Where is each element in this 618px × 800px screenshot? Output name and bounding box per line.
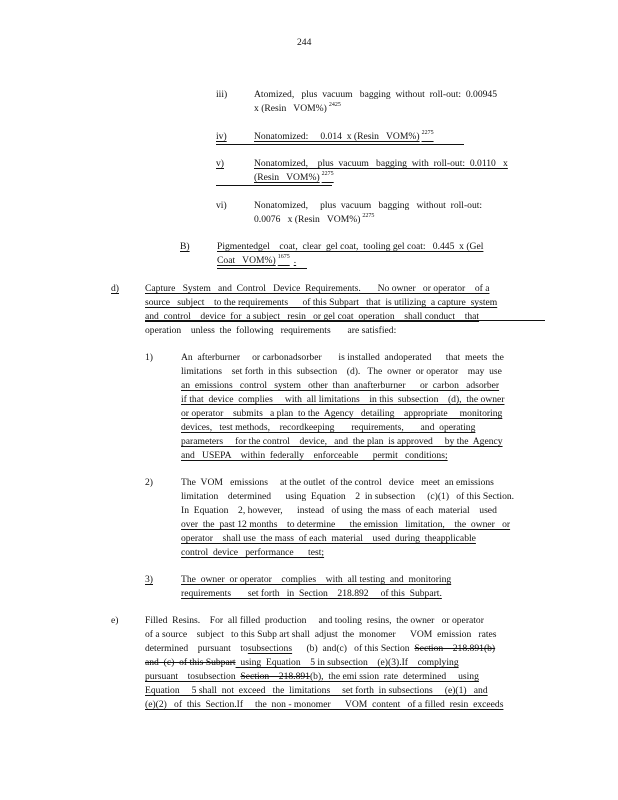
section-d-sub1-line: devices, test methods, recordkeeping requirements, and operating	[181, 422, 476, 433]
struck-text: Section 218.891(b)	[414, 643, 496, 654]
item-iv-marker: iv)	[216, 131, 227, 142]
item-b-marker: B)	[180, 241, 190, 252]
section-d-sub3-line: requirements set forth in Section 218.892 of this Subpart.	[181, 588, 442, 599]
item-vi-text-line2: 0.0076 x (Resin VOM%) $^{2275}$	[254, 213, 375, 225]
section-e-line: determined pursuant tosubsections (b) and(c) of this Section Section 218.891(b)	[145, 643, 496, 654]
item-v-text-line2: (Resin VOM%) $^{2275}$	[254, 171, 334, 183]
item-b-text-line2: Coat VOM%) $^{1675}$ .	[217, 254, 297, 266]
item-v-marker: v)	[216, 158, 224, 169]
section-d-sub1-line: An afterburner or carbonadsorber is installed andoperated that meets the	[181, 352, 504, 363]
item-b-underline	[217, 268, 307, 269]
item-b-exponent: 1675	[277, 254, 290, 260]
section-d-sub3-marker: 3)	[145, 574, 153, 585]
section-e-marker: e)	[111, 615, 119, 626]
section-d-sub2-line: control device performance test;	[181, 547, 325, 558]
section-d-line: operation unless the following requirements are satisfied:	[145, 325, 397, 336]
item-iii-exponent: 2425	[328, 102, 341, 108]
item-iv-text: Nonatomized: 0.014 x (Resin VOM%) $^{2275}$	[254, 130, 434, 142]
section-d-sub2-line: limitation determined using Equation 2 in subsection (c)(1) of this Section.	[181, 491, 515, 502]
section-d-sub2-line: In Equation 2, however, instead of using the mass of each material used	[181, 505, 497, 516]
page-number: 244	[297, 37, 312, 48]
section-d-sub2-line: over the past 12 months to determine the emission limitation, the owner or	[181, 519, 511, 530]
section-d-sub1-line: if that device complies with all limitations in this subsection (d), the owner	[181, 394, 505, 405]
item-v-exponent: 2275	[321, 171, 334, 177]
section-d-sub1-line: or operator submits a plan to the Agency detailing appropriate monitoring	[181, 408, 503, 419]
section-d-line: source subject to the requirements of this Subpart that is utilizing a capture system	[145, 297, 498, 308]
section-d-sub3-line: The owner or operator complies with all testing and monitoring	[181, 574, 452, 585]
item-b-text-line1: Pigmentedgel coat, clear gel coat, tooling gel coat: 0.445 x (Gel	[217, 241, 484, 252]
item-iii-marker: iii)	[216, 89, 228, 100]
item-v-text-line1: Nonatomized, plus vacuum bagging with roll-out: 0.0110 x	[254, 158, 508, 169]
section-d-sub2-line: The VOM emissions at the outlet of the control device meet an emissions	[181, 477, 494, 488]
section-d-line: Capture System and Control Device Requirements. No owner or operator of a	[145, 283, 490, 294]
section-e-line: and (c) of this Subpart using Equation 5 in subsection (e)(3).If complying	[145, 657, 459, 668]
section-d-marker: d)	[111, 283, 119, 294]
item-vi-exponent: 2275	[362, 213, 375, 219]
section-d-sub1-line: limitations set forth in this subsection (d). The owner or operator may use	[181, 366, 502, 377]
section-d-sub1-marker: 1)	[145, 352, 153, 363]
section-d-sub1-line: parameters for the control device, and the plan is approved by the Agency	[181, 436, 503, 447]
section-d-underline	[145, 320, 545, 321]
section-e-line: Equation 5 shall not exceed the limitations set forth in subsections (e)(1) and	[145, 685, 488, 696]
section-d-sub2-line: operator shall use the mass of each material used during theapplicable	[181, 533, 476, 544]
item-iv-exponent: 2275	[421, 130, 434, 136]
item-v-underline	[216, 185, 332, 186]
section-d-sub2-marker: 2)	[145, 477, 153, 488]
item-vi-text-line1: Nonatomized, plus vacuum bagging without roll-out:	[254, 200, 483, 211]
struck-text: and (c) of this Subpart	[145, 657, 236, 668]
item-iv-underline	[216, 144, 464, 145]
section-e-line: pursuant tosubsection Section 218.891(b), the emi ssion rate determined using	[145, 671, 479, 682]
struck-text: Section 218.891	[240, 671, 310, 682]
section-d-line: and control device for a subject resin or gel coat operation shall conduct that	[145, 311, 480, 322]
section-e-line: Filled Resins. For all filled production and tooling resins, the owner or operator	[145, 615, 484, 626]
item-iii-text-line1: Atomized, plus vacuum bagging without roll-out: 0.00945	[254, 89, 498, 100]
section-e-line: of a source subject to this Subp art shall adjust the monomer VOM emission rates	[145, 629, 497, 640]
section-d-sub1-line: and USEPA within federally enforceable permit conditions;	[181, 450, 448, 461]
item-vi-marker: vi)	[216, 200, 227, 211]
section-d-sub1-line: an emissions control system other than anafterburner or carbon adsorber	[181, 380, 500, 391]
item-iii-text-line2: x (Resin VOM%) $^{2425}$	[254, 102, 341, 114]
section-e-line: (e)(2) of this Section.If the non - monomer VOM content of a filled resin exceeds	[145, 699, 504, 710]
